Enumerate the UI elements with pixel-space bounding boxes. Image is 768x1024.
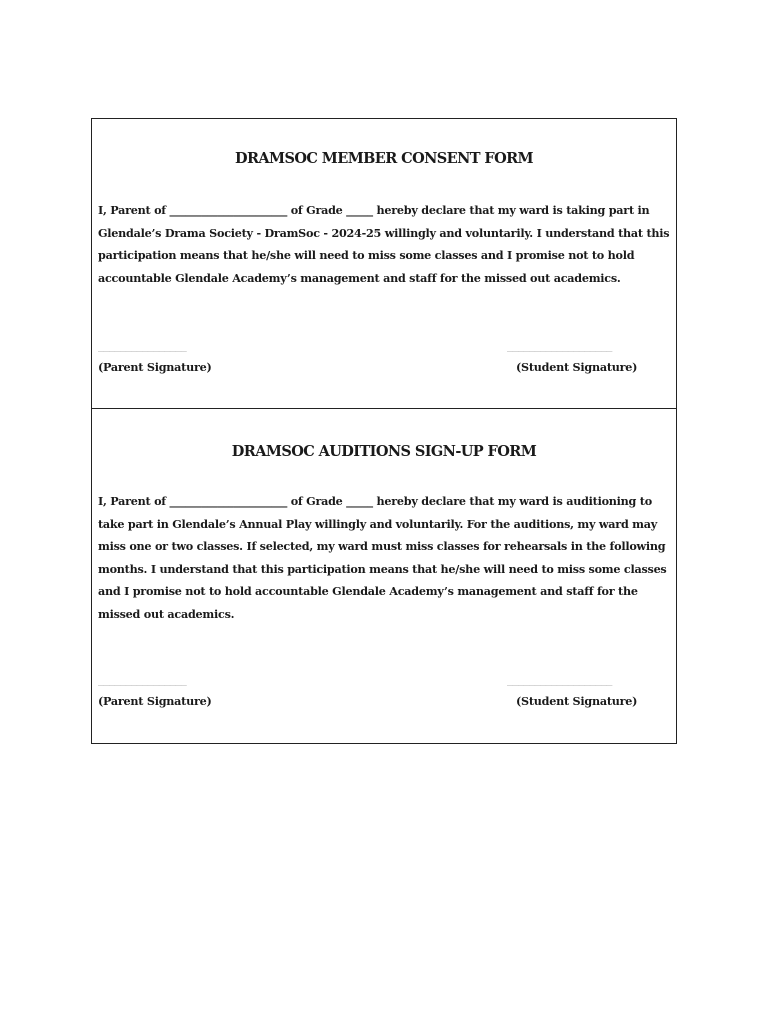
auditions-signup-form xyxy=(91,408,677,744)
parent-signature-label: (Parent Signature) xyxy=(98,360,212,374)
consent-form-body: I, Parent of ______________________ of Grade _____ hereby declare that my ward is taking part in Glendale’s Drama Society - DramSoc - 2024-25 willingly and voluntarily. I understand that this participation means that he/she will need to miss some classes and I promise not to hold accountable Glendale Academy’s management and staff for the missed out academics. xyxy=(98,203,670,285)
member-consent-form xyxy=(91,118,677,409)
student-signature-label: (Student Signature) xyxy=(516,360,638,374)
auditions-form-title: DRAMSOC AUDITIONS SIGN-UP FORM xyxy=(231,443,537,460)
student-signature-label: (Student Signature) xyxy=(516,694,638,708)
parent-signature-label: (Parent Signature) xyxy=(98,694,212,708)
student-signature-line: ___________________ xyxy=(507,675,612,686)
parent-signature-line: ________________ xyxy=(98,341,187,352)
auditions-form-body: I, Parent of ______________________ of Grade _____ hereby declare that my ward is auditioning to take part in Glendale’s Annual Play willingly and voluntarily. For the auditions, my ward may miss one or two classes. If selected, my ward must miss classes for rehearsals in the following months. I understand that this participation means that he/she will need to miss some classes and I promise not to hold accountable Glendale Academy’s management and staff for the missed out academics. xyxy=(98,494,667,621)
student-signature-line: ___________________ xyxy=(507,341,612,352)
consent-form-title: DRAMSOC MEMBER CONSENT FORM xyxy=(234,150,534,167)
parent-signature-line: ________________ xyxy=(98,675,187,686)
